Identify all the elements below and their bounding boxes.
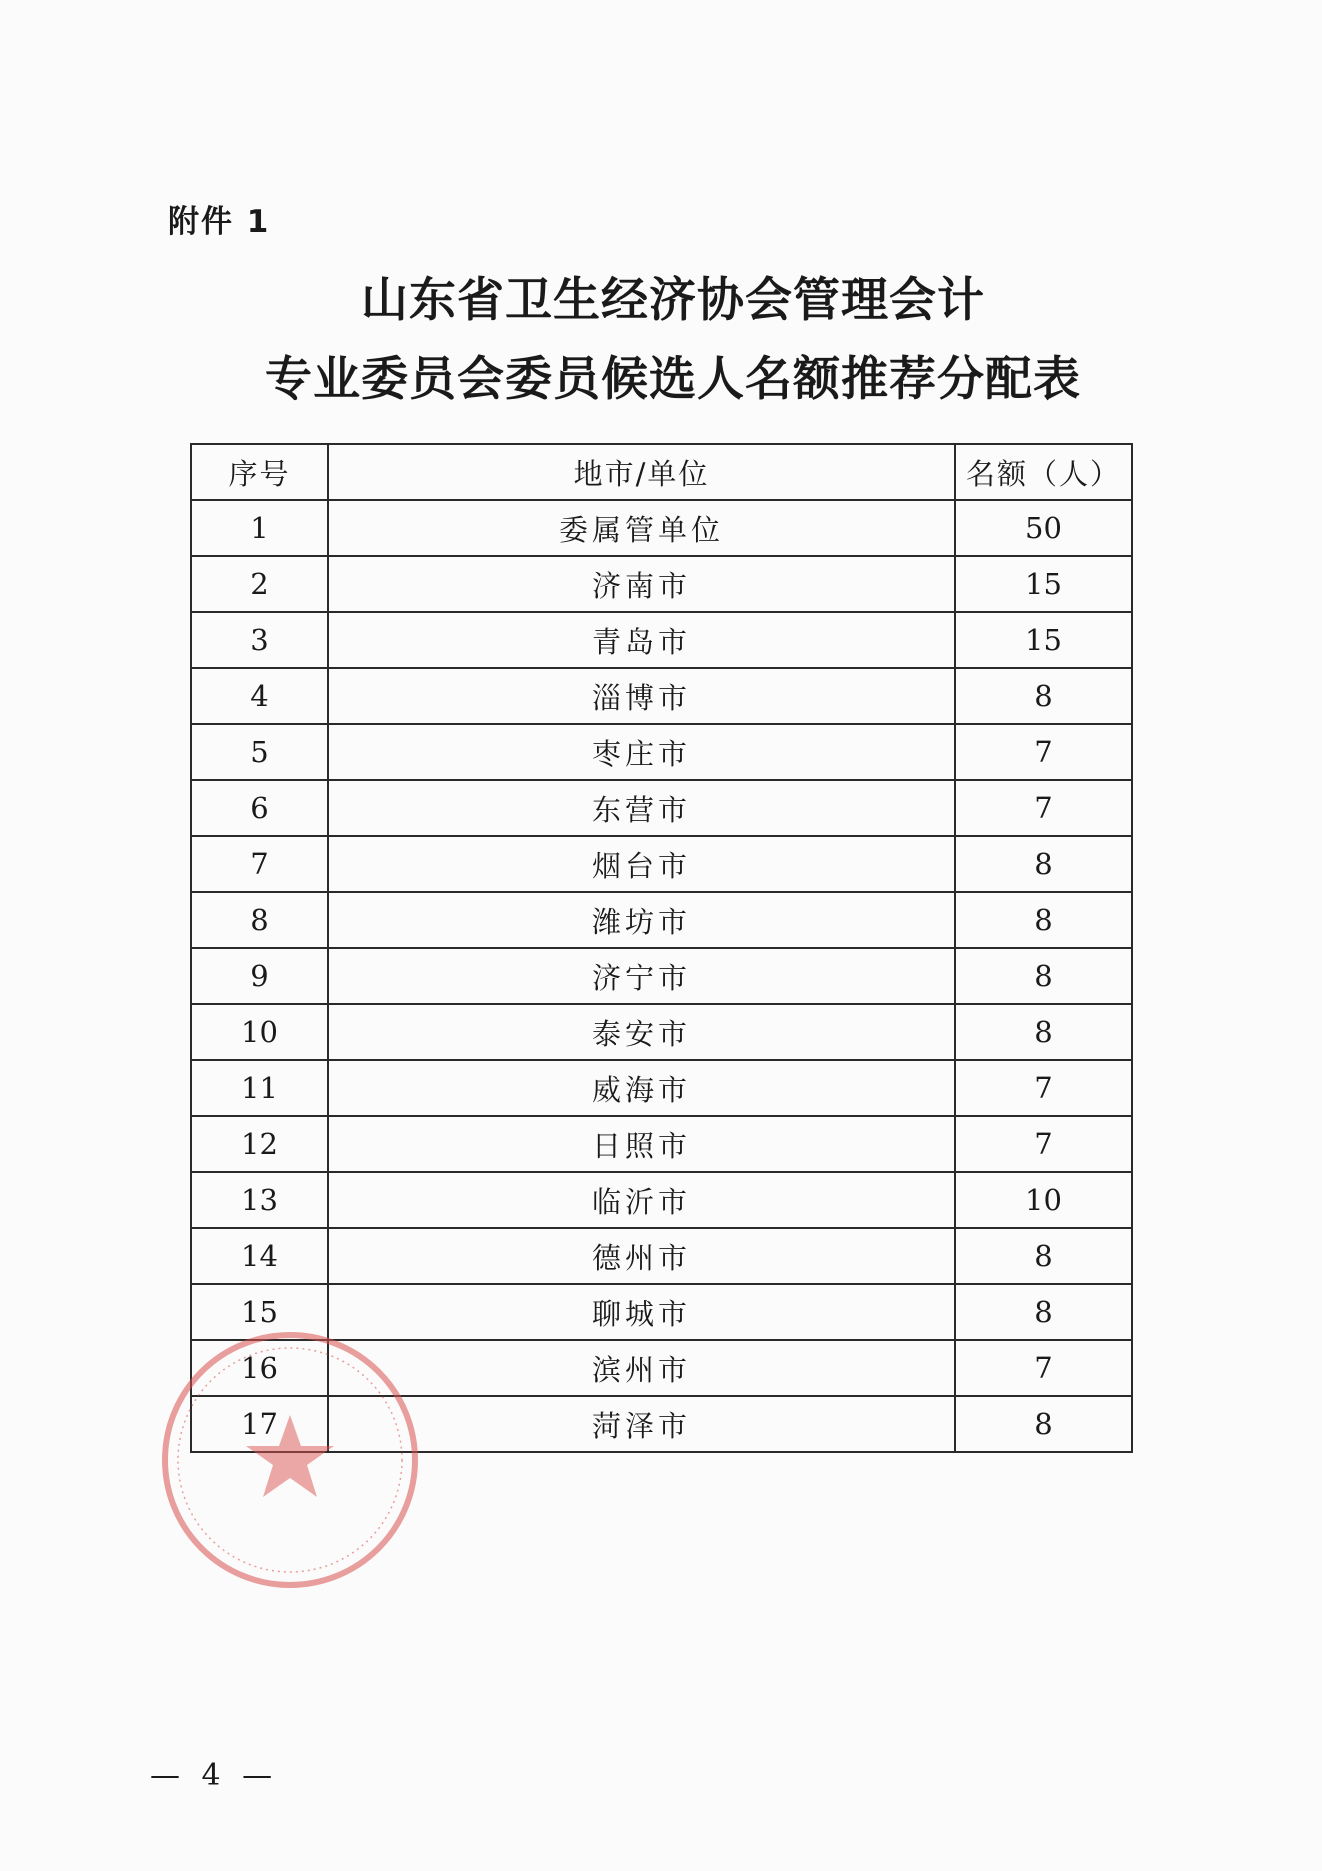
cell-quota: 10 — [955, 1172, 1132, 1228]
cell-unit: 威海市 — [328, 1060, 955, 1116]
cell-index: 1 — [191, 500, 328, 556]
cell-quota: 50 — [955, 500, 1132, 556]
cell-index: 4 — [191, 668, 328, 724]
cell-quota: 7 — [955, 780, 1132, 836]
official-seal-stamp — [150, 1320, 430, 1600]
cell-unit: 青岛市 — [328, 612, 955, 668]
table-header-row — [191, 444, 1132, 500]
table-row — [191, 1228, 1132, 1284]
table-row — [191, 836, 1132, 892]
cell-unit: 济宁市 — [328, 948, 955, 1004]
cell-index: 8 — [191, 892, 328, 948]
cell-unit: 枣庄市 — [328, 724, 955, 780]
page-number: — 4 — — [150, 1758, 279, 1793]
cell-unit: 临沂市 — [328, 1172, 955, 1228]
cell-unit: 东营市 — [328, 780, 955, 836]
cell-quota: 7 — [955, 1060, 1132, 1116]
cell-quota: 7 — [955, 1340, 1132, 1396]
cell-quota: 15 — [955, 556, 1132, 612]
table-row — [191, 1060, 1132, 1116]
table-row — [191, 1116, 1132, 1172]
cell-quota: 7 — [955, 1116, 1132, 1172]
table-row — [191, 724, 1132, 780]
table-row — [191, 1172, 1132, 1228]
header-index: 序号 — [191, 444, 328, 500]
allocation-table — [190, 443, 1133, 1453]
cell-quota: 8 — [955, 836, 1132, 892]
document-title-line-1: 山东省卫生经济协会管理会计 — [361, 273, 985, 328]
cell-unit: 日照市 — [328, 1116, 955, 1172]
cell-quota: 8 — [955, 948, 1132, 1004]
table-row — [191, 500, 1132, 556]
table-row — [191, 556, 1132, 612]
table-row — [191, 892, 1132, 948]
table-body — [191, 500, 1132, 1452]
cell-index: 2 — [191, 556, 328, 612]
cell-index: 13 — [191, 1172, 328, 1228]
cell-unit: 济南市 — [328, 556, 955, 612]
cell-index: 15 — [191, 1284, 328, 1340]
cell-unit: 菏泽市 — [328, 1396, 955, 1452]
table-row — [191, 780, 1132, 836]
cell-quota: 15 — [955, 612, 1132, 668]
cell-quota: 8 — [955, 1004, 1132, 1060]
cell-quota: 8 — [955, 1284, 1132, 1340]
star-icon — [246, 1415, 334, 1497]
cell-index: 12 — [191, 1116, 328, 1172]
cell-quota: 7 — [955, 724, 1132, 780]
cell-index: 6 — [191, 780, 328, 836]
cell-unit: 泰安市 — [328, 1004, 955, 1060]
table-row — [191, 668, 1132, 724]
cell-quota: 8 — [955, 1396, 1132, 1452]
cell-index: 17 — [191, 1396, 328, 1452]
cell-unit: 滨州市 — [328, 1340, 955, 1396]
allocation-table-container — [190, 443, 1131, 1453]
cell-unit: 潍坊市 — [328, 892, 955, 948]
document-title-line-2: 专业委员会委员候选人名额推荐分配表 — [265, 352, 1081, 407]
header-unit: 地市/单位 — [328, 444, 955, 500]
cell-quota: 8 — [955, 892, 1132, 948]
cell-unit: 聊城市 — [328, 1284, 955, 1340]
attachment-label: 附件 1 — [168, 204, 271, 240]
cell-unit: 委属管单位 — [328, 500, 955, 556]
cell-index: 16 — [191, 1340, 328, 1396]
table-row — [191, 1004, 1132, 1060]
cell-unit: 淄博市 — [328, 668, 955, 724]
cell-index: 14 — [191, 1228, 328, 1284]
table-row — [191, 612, 1132, 668]
cell-index: 10 — [191, 1004, 328, 1060]
table-row — [191, 948, 1132, 1004]
cell-index: 9 — [191, 948, 328, 1004]
cell-quota: 8 — [955, 668, 1132, 724]
cell-unit: 德州市 — [328, 1228, 955, 1284]
cell-index: 11 — [191, 1060, 328, 1116]
cell-index: 5 — [191, 724, 328, 780]
cell-index: 3 — [191, 612, 328, 668]
header-quota: 名额（人） — [955, 444, 1132, 500]
cell-index: 7 — [191, 836, 328, 892]
cell-quota: 8 — [955, 1228, 1132, 1284]
cell-unit: 烟台市 — [328, 836, 955, 892]
